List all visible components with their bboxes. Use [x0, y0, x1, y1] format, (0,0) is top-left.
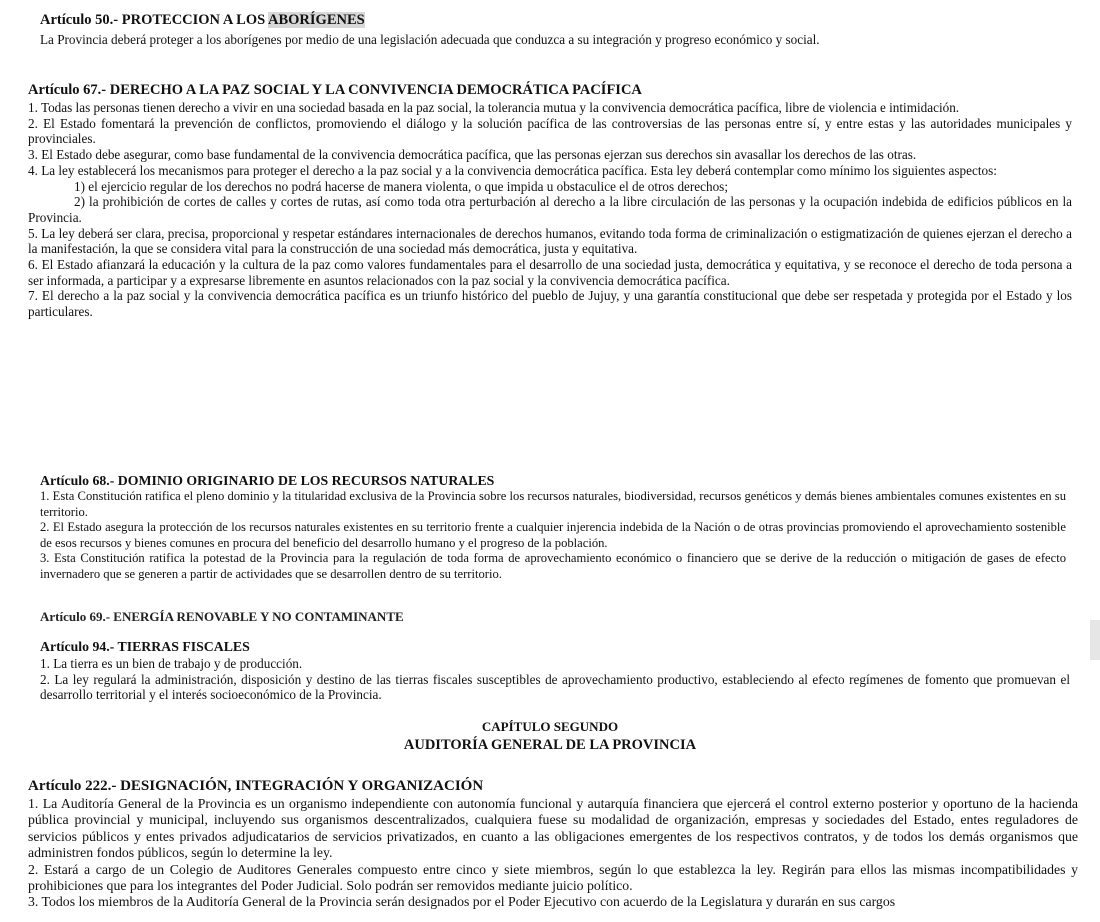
highlighted-word: ABORÍGENES: [268, 12, 365, 28]
art68-body: [40, 489, 1066, 583]
art67-item-2: 2. El Estado fomentará la prevención de conflictos, promoviendo el diálogo y la solución pacífica de las controversias de las personas entre sí, y entre estas y las autoridades municipales y provinciales.: [28, 115, 1072, 147]
art68-item-2: 2. El Estado asegura la protección de los recursos naturales existentes en su territorio frente a cualquier injerencia indebida de la Nación o de otras provincias promoviendo el aprovechamiento sostenible de esos recursos y bienes comunes en procura del beneficio del desarrollo humano y el progreso de la población.: [40, 520, 1066, 550]
art68-title: Artículo 68.- DOMINIO ORIGINARIO DE LOS RECURSOS NATURALES: [40, 473, 495, 488]
art68-item-1: 1. Esta Constitución ratifica el pleno dominio y la titularidad exclusiva de la Provincia sobre los recursos naturales, biodiversidad, recursos genéticos y demás bienes ambientales comunes existentes en su territorio.: [40, 489, 1066, 519]
art222-item-1: 1. La Auditoría General de la Provincia es un organismo independiente con autonomía funcional y autarquía financiera que ejercerá el control externo posterior y oportuno de la hacienda pública provincial y municipal, incluyendo sus organismos descentralizados, cualquiera fuese su modalidad de organización, empresas y sociedades del Estado, entes reguladores de servicios públicos y entes privados adjudicatarios de servicios privatizados, en cuanto a las obligaciones emergentes de los respectivos contratos, y de todos los demás organismos que administren fondos públicos, según lo determine la ley.: [28, 796, 1078, 861]
art94-item-1: 1. La tierra es un bien de trabajo y de producción.: [40, 656, 303, 671]
art222-item-3: 3. Todos los miembros de la Auditoría General de la Provincia serán designados por el Poder Ejecutivo con acuerdo de la Legislatura y durarán en sus cargos: [28, 894, 896, 910]
art67-item-4-sub-1: 1) el ejercicio regular de los derechos no podrá hacerse de manera violenta, o que impida u obstaculice el de otros derechos;: [74, 178, 728, 194]
art94-item-2: 2. La ley regulará la administración, disposición y destino de las tierras fiscales susceptibles de aprovechamiento productivo, estableciendo al efecto regímenes de fomento que promuevan el desarrollo territorial y el interés socioeconómico de la Provincia.: [40, 671, 1070, 703]
art67-item-6: 6. El Estado afianzará la educación y la cultura de la paz como valores fundamentales para el desarrollo de una sociedad justa, democrática y equitativa, y se reconoce el derecho de toda persona a ser informada, a participar y a expresarse libremente en asuntos relacionados con la paz social y la convivencia democrática pacífica.: [28, 257, 1072, 288]
art222-item-2: 2. Estará a cargo de un Colegio de Auditores Generales compuesto entre cinco y siete miembros, según lo que establezca la ley. Regirán para ellos las mismas incompatibilidades y prohibiciones que para los integrantes del Poder Judicial. Solo podrán ser removidos mediante juicio político.: [28, 861, 1078, 894]
art67-item-7: 7. El derecho a la paz social y la convivencia democrática pacífica es un triunfo histórico del pueblo de Jujuy, y una garantía constitucional que debe ser respetada y protegida por el Estado y los particulares.: [28, 288, 1072, 320]
art222-body: [28, 796, 1078, 911]
art68-item-3: 3. Esta Constitución ratifica la potestad de la Provincia para la regulación de toda forma de aprovechamiento económico o financiero que se derive de la reducción o mitigación de gases de efecto invernadero que se generen a partir de actividades que se desarrollen dentro de su territorio.: [40, 551, 1066, 581]
art94-body: [40, 656, 1070, 703]
art67-item-4-sub-2: 2) la prohibición de cortes de calles y cortes de rutas, así como toda otra perturbación al derecho a la libre circulación de las personas y la ocupación indebida de edificios públicos en la Provincia.: [28, 194, 1072, 225]
art67-item-5: 5. La ley deberá ser clara, precisa, proporcional y respetar estándares internacionales de derechos humanos, evitando toda forma de criminalización o estigmatización de quienes ejerzan el derecho a la manifestación, la que se considera vital para la construcción de una sociedad más democrática, justa y equitativa.: [28, 225, 1072, 257]
chapter-cut-label: CAPÍTULO SEGUNDO: [481, 719, 619, 734]
art50-paragraph: La Provincia deberá proteger a los aborígenes por medio de una legislación adecuada que conduzca a su integración y progreso económico y social.: [40, 32, 820, 47]
cut-off-heading: Artículo 69.- ENERGÍA RENOVABLE Y NO CONTAMINANTE: [40, 609, 404, 624]
art67-item-4: 4. La ley establecerá los mecanismos para proteger el derecho a la paz social y a la convivencia democrática pacífica. Esta ley deberá contemplar como mínimo los siguientes aspectos:: [28, 162, 997, 178]
art222-title: Artículo 222.- DESIGNACIÓN, INTEGRACIÓN Y ORGANIZACIÓN: [28, 778, 484, 794]
art94-title: Artículo 94.- TIERRAS FISCALES: [40, 639, 250, 654]
art67-item-3: 3. El Estado debe asegurar, como base fundamental de la convivencia democrática pacífica, que las personas ejerzan sus derechos sin avasallar los derechos de las otras.: [28, 147, 917, 163]
art67-body: [28, 100, 1072, 320]
art50-title: Artículo 50.- PROTECCION A LOS ABORÍGENES: [40, 12, 365, 28]
art67-item-1: 1. Todas las personas tienen derecho a vivir en una sociedad basada en la paz social, la tolerancia mutua y la convivencia democrática pacífica, libre de violencia e intimidación.: [28, 100, 960, 115]
art67-title: Artículo 67.- DERECHO A LA PAZ SOCIAL Y LA CONVIVENCIA DEMOCRÁTICA PACÍFICA: [28, 82, 642, 98]
chapter-title: AUDITORÍA GENERAL DE LA PROVINCIA: [403, 737, 697, 753]
page-edge-shadow: [1090, 620, 1100, 660]
